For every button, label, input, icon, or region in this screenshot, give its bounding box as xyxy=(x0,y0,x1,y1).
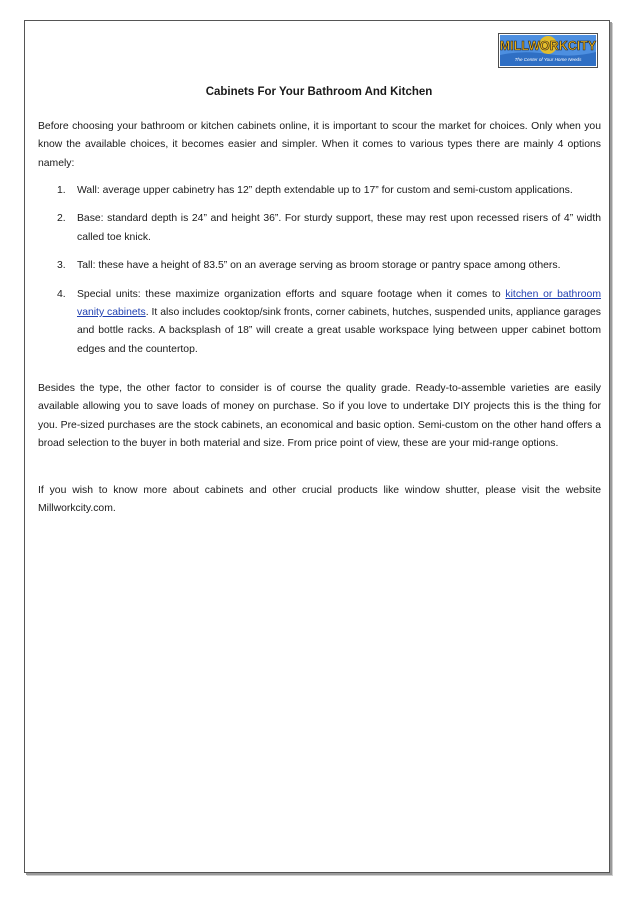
list-item-number: 3. xyxy=(57,260,66,272)
list-item xyxy=(38,257,601,275)
list-item xyxy=(38,182,601,200)
list-item-text-after-link: . It also includes cooktop/sink fronts, corner cabinets, hutches, suspended units, appliance garages and bottle racks. A backsplash of 18” will create a great usable workspace lying between upper cabinet bottom edges and the countertop. xyxy=(77,307,601,355)
list-item-text: Base: standard depth is 24” and height 36”. For sturdy support, these may rest upon recessed risers of 4” width called toe knick. xyxy=(77,213,601,243)
list-item-number: 1. xyxy=(57,185,66,196)
intro-paragraph: Before choosing your bathroom or kitchen cabinets online, it is important to scour the market for choices. Only when you know the available choices, it becomes easier and simpler. When it comes to various types there are mainly 4 options namely: xyxy=(38,121,601,169)
list-item-text: Tall: these have a height of 83.5” on an average serving as broom storage or pantry space among others. xyxy=(77,260,561,272)
list-item-text: Wall: average upper cabinetry has 12” depth extendable up to 17” for custom and semi-custom applications. xyxy=(77,185,573,196)
list-item xyxy=(38,286,601,360)
document-title: Cabinets For Your Bathroom And Kitchen xyxy=(205,86,433,98)
list-item-number: 4. xyxy=(57,288,66,300)
logo-tagline: The Center of Your Home Needs xyxy=(514,57,582,62)
millworkcity-logo xyxy=(498,33,598,68)
logo-wordmark: MILLWORKCITY xyxy=(499,39,597,53)
quality-paragraph: Besides the type, the other factor to consider is of course the quality grade. Ready-to-assemble varieties are easily available allowing you to save loads of money on purchase. So if you love to undertake DIY projects this is the thing for you. Pre-sized purchases are the stock cabinets, an economical and basic option. Semi-custom on the other hand offers a broad selection to the buyer in both material and size. From price point of view, these are your mid-range options. xyxy=(38,383,601,450)
cabinet-options-list xyxy=(38,182,601,359)
list-item-text-before-link: Special units: these maximize organization efforts and square footage when it comes to xyxy=(77,288,506,300)
list-item-number: 2. xyxy=(57,213,66,225)
vanity-cabinets-link[interactable]: kitchen or bathroom vanity cabinets xyxy=(77,288,601,319)
closing-paragraph: If you wish to know more about cabinets and other crucial products like window shutter, please visit the website Millworkcity.com. xyxy=(38,485,601,515)
list-item xyxy=(38,210,601,247)
